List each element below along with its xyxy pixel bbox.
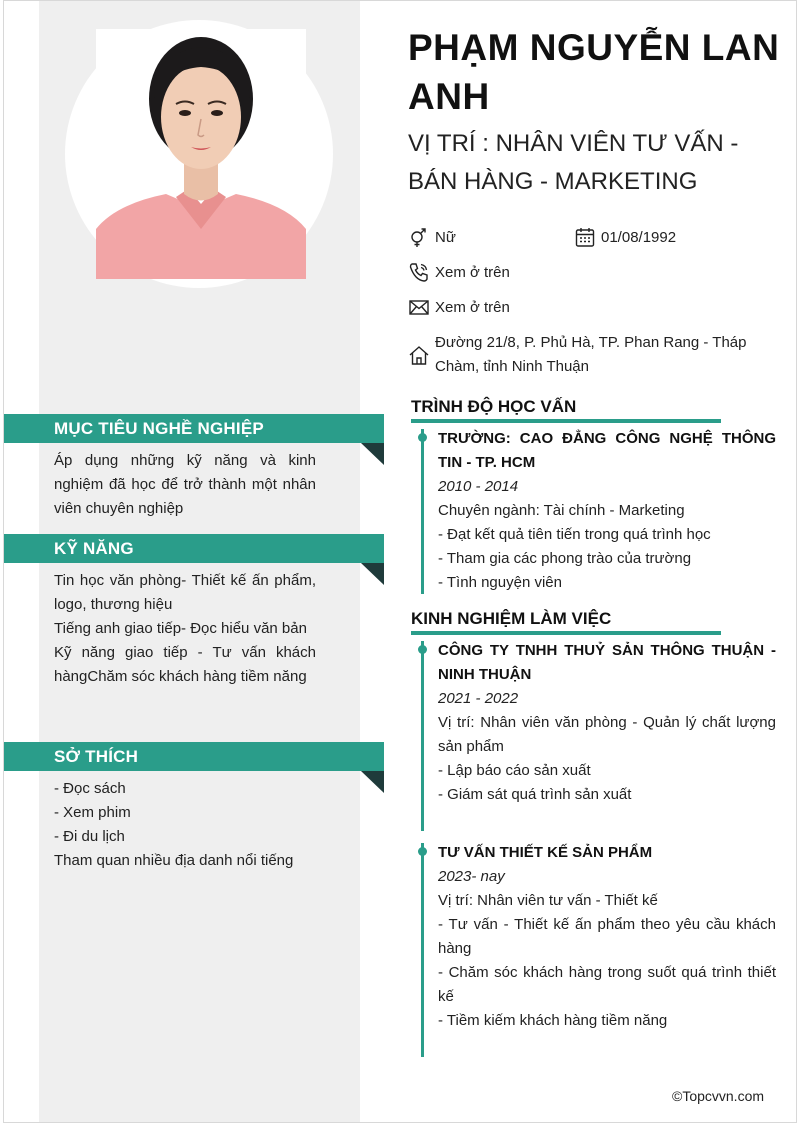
gender-icon	[408, 226, 430, 248]
calendar-icon	[574, 226, 596, 248]
candidate-position: VỊ TRÍ : NHÂN VIÊN TƯ VẤN - BÁN HÀNG - MARKETING	[408, 130, 739, 195]
education-entry	[438, 427, 776, 595]
hobbies-title: SỞ THÍCH	[54, 747, 139, 766]
school-name: TRƯỜNG: CAO ĐẲNG CÔNG NGHỆ THÔNG TIN - TP. HCM	[438, 430, 776, 471]
education-title: TRÌNH ĐỘ HỌC VẤN	[411, 397, 577, 416]
hobbies-band-fold	[361, 771, 384, 793]
job-line: - Chăm sóc khách hàng trong suốt quá trình thiết kế	[438, 964, 776, 1005]
hobby-item: - Đọc sách	[54, 780, 126, 797]
objective-band	[4, 414, 384, 443]
job-line: - Giám sát quá trình sản xuất	[438, 786, 632, 803]
hobby-item: - Xem phim	[54, 804, 131, 821]
home-icon	[408, 344, 430, 366]
gender-value: Nữ	[435, 229, 456, 246]
envelope-icon	[408, 296, 430, 318]
company-name: CÔNG TY TNHH THUỶ SẢN THÔNG THUẬN - NINH THUẬN	[438, 642, 776, 683]
skill-item: Kỹ năng giao tiếp - Tư vấn khách hàngChăm sóc khách hàng tiềm năng	[54, 644, 316, 685]
skills-band-fold	[361, 563, 384, 585]
gender-row	[408, 226, 456, 250]
education-line: - Tình nguyện viên	[438, 574, 562, 591]
job-line: - Tư vấn - Thiết kế ấn phẩm theo yêu cầu khách hàng	[438, 916, 776, 957]
cv-page	[3, 0, 797, 1123]
experience-title: KINH NGHIỆM LÀM VIỆC	[411, 609, 612, 628]
job-entry	[438, 639, 776, 807]
objective-title: MỤC TIÊU NGHỀ NGHIỆP	[54, 419, 264, 438]
avatar-photo	[96, 29, 306, 279]
education-bullet	[418, 433, 427, 442]
email-value: Xem ở trên	[435, 299, 510, 316]
dob-row	[574, 226, 676, 250]
education-underline	[411, 419, 721, 423]
address-row	[408, 331, 778, 379]
job-line: Vị trí: Nhân viên văn phòng - Quản lý chất lượng sản phẩm	[438, 714, 776, 755]
job-line: - Tiềm kiếm khách hàng tiềm năng	[438, 1012, 668, 1029]
phone-value: Xem ở trên	[435, 264, 510, 281]
phone-row	[408, 261, 510, 285]
job-line: Vị trí: Nhân viên tư vấn - Thiết kế	[438, 892, 658, 909]
skills-title: KỸ NĂNG	[54, 539, 134, 558]
email-row	[408, 296, 510, 320]
hobby-item: - Đi du lịch	[54, 828, 125, 845]
candidate-name: PHẠM NGUYỄN LAN ANH	[408, 27, 780, 117]
footer-watermark: ©Topcvvn.com	[672, 1088, 765, 1104]
job-entry	[438, 841, 776, 1033]
company-name: TƯ VẤN THIẾT KẾ SẢN PHẨM	[438, 844, 653, 861]
education-years: 2010 - 2014	[438, 478, 519, 495]
objective-text	[54, 449, 316, 521]
skill-item: Tiếng anh giao tiếp- Đọc hiểu văn bản	[54, 620, 307, 637]
experience-timeline	[421, 641, 424, 831]
address-value: Đường 21/8, P. Phủ Hà, TP. Phan Rang - Tháp Chàm, tỉnh Ninh Thuận	[435, 334, 747, 375]
job-years: 2023- nay	[438, 868, 505, 885]
skills-band	[4, 534, 384, 563]
job-line: - Lập báo cáo sản xuất	[438, 762, 591, 779]
job-bullet	[418, 645, 427, 654]
objective-paragraph: Áp dụng những kỹ năng và kinh nghiệm đã học để trở thành một nhân viên chuyên nghiệp	[54, 452, 316, 517]
objective-band-fold	[361, 443, 384, 465]
education-line: Chuyên ngành: Tài chính - Marketing	[438, 502, 685, 519]
education-line: - Tham gia các phong trào của trường	[438, 550, 692, 567]
education-timeline	[421, 429, 424, 594]
education-line: - Đạt kết quả tiên tiến trong quá trình học	[438, 526, 711, 543]
job-years: 2021 - 2022	[438, 690, 519, 707]
hobby-item: Tham quan nhiều địa danh nổi tiếng	[54, 852, 294, 869]
skill-item: Tin học văn phòng- Thiết kế ấn phẩm, logo, thương hiệu	[54, 572, 316, 613]
phone-icon	[408, 261, 430, 283]
hobbies-list	[54, 777, 316, 873]
experience-timeline	[421, 843, 424, 1057]
experience-underline	[411, 631, 721, 635]
dob-value: 01/08/1992	[601, 229, 677, 246]
skills-list	[54, 569, 316, 689]
job-bullet	[418, 847, 427, 856]
hobbies-band	[4, 742, 384, 771]
